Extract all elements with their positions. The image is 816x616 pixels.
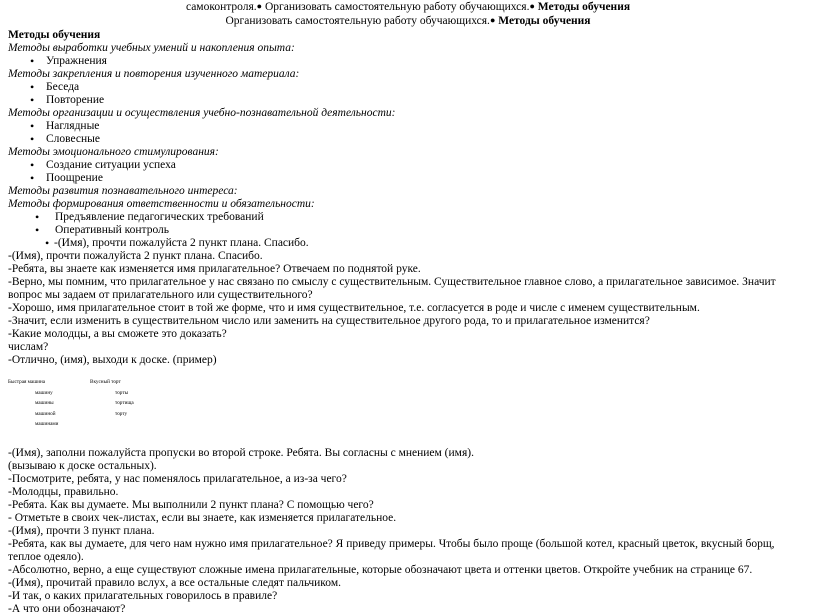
list-item: • Оперативный контроль: [8, 224, 808, 237]
dialogue-line: -Значит, если изменить в существительном число или заменить на существительное другого рода, то и прилагательное изменится?: [8, 315, 650, 327]
dialogue-line: -Какие молодцы, а вы сможете это доказать?: [8, 328, 227, 340]
section-title: Методы обучения: [8, 29, 101, 41]
dialogue-line: -Отлично, (имя), выходи к доске. (пример): [8, 354, 217, 366]
document-body: [8, 29, 808, 616]
bullet-dot-icon: ●: [489, 15, 496, 25]
bullet-dot-icon: ●: [256, 1, 263, 11]
example-word: Быстрая машина: [8, 379, 46, 385]
dialogue-line: -Абсолютно, верно, а еще существуют сложные имена прилагательные, которые обозначают цвета и оттенки цветов. Откройте учебник на странице 67.: [8, 564, 753, 576]
method-group-heading: Методы формирования ответственности и обязательности:: [8, 198, 315, 210]
method-group-heading: Методы эмоционального стимулирования:: [8, 146, 219, 158]
list-item: • Поощрение: [8, 172, 808, 185]
method-group-heading: Методы выработки учебных умений и накопления опыта:: [8, 42, 295, 54]
dialogue-line: -Хорошо, имя прилагательное стоит в той же форме, что и имя существительное, т.е. согласуется в роде и числе с именем существительным.: [8, 302, 700, 314]
list-item: • Предъявление педагогических требований: [8, 211, 808, 224]
method-group-heading: Методы развития познавательного интереса:: [8, 185, 238, 197]
dialogue-line: -А что они обозначают?: [8, 603, 126, 615]
header-bold-text: Методы обучения: [495, 15, 591, 27]
header-line-1: [0, 0, 816, 14]
method-group-heading: Методы закрепления и повторения изученного материала:: [8, 68, 300, 80]
list-item: • -(Имя), прочти пожалуйста 2 пункт плана. Спасибо.: [8, 237, 808, 250]
dialogue-line: -(Имя), прочитай правило вслух, а все остальные следят пальчиком.: [8, 577, 341, 589]
header-text: Организовать самостоятельную работу обучающихся.: [225, 15, 490, 27]
header-line-2: [0, 14, 816, 28]
example-word: Вкусный торт: [90, 379, 121, 385]
bullet-dot-icon: ●: [529, 1, 535, 11]
list-item: • Беседа: [8, 81, 808, 94]
dialogue-line: -Ребята. Как вы думаете. Мы выполнили 2 пункт плана? С помощью чего?: [8, 499, 374, 511]
dialogue-line: -Посмотрите, ребята, у нас поменялось прилагательное, а из-за чего?: [8, 473, 347, 485]
header-bold-text: Методы обучения: [534, 1, 631, 13]
method-group-heading: Методы организации и осуществления учебно-познавательной деятельности:: [8, 107, 396, 119]
example-word: торту: [115, 410, 128, 417]
example-word: машину: [35, 389, 53, 396]
example-word: машины: [35, 400, 54, 406]
dialogue-line: - Отметьте в своих чек-листах, если вы знаете, как изменяется прилагательное.: [8, 512, 397, 524]
list-item: • Наглядные: [8, 120, 808, 133]
dialogue-line: -И так, о каких прилагательных говорилось в правиле?: [8, 590, 278, 602]
dialogue-line: (вызываю к доске остальных).: [8, 460, 157, 472]
example-word: торты: [115, 389, 129, 396]
list-item: • Создание ситуации успеха: [8, 159, 808, 172]
dialogue-line: -Ребята, как вы думаете, для чего нам нужно имя прилагательное? Я приведу примеры. Чтобы было проще (большой котел, красный цветок, вкусный борщ, теплое одеяло).: [8, 538, 775, 563]
dialogue-line: -Верно, мы помним, что прилагательное у нас связано по смыслу с существительным. Существительное главное слово, а прилагательное зависимое. Значит вопрос мы задаем от прилагательного или существительного?: [8, 276, 776, 301]
header-text: самоконтроля.: [185, 1, 257, 13]
dialogue-line: -Ребята, вы знаете как изменяется имя прилагательное? Отвечаем по поднятой руке.: [8, 263, 421, 275]
dialogue-line: -(Имя), заполни пожалуйста пропуски во второй строке. Ребята. Вы согласны с мнением (имя).: [8, 447, 474, 459]
list-item: • Словесные: [8, 133, 808, 146]
example-word: тортища: [115, 400, 134, 406]
dialogue-line: числам?: [8, 341, 49, 353]
dialogue-line: -(Имя), прочти пожалуйста 2 пункт плана. Спасибо.: [8, 250, 263, 262]
example-table: [8, 377, 808, 441]
example-word: машиной: [35, 410, 56, 417]
example-word: машинами: [35, 421, 59, 427]
header-text: Организовать самостоятельную работу обучающихся.: [262, 1, 530, 13]
list-item: • Повторение: [8, 94, 808, 107]
list-item: • Упражнения: [8, 55, 808, 68]
dialogue-line: -(Имя), прочти 3 пункт плана.: [8, 525, 155, 537]
dialogue-line: -Молодцы, правильно.: [8, 486, 119, 498]
